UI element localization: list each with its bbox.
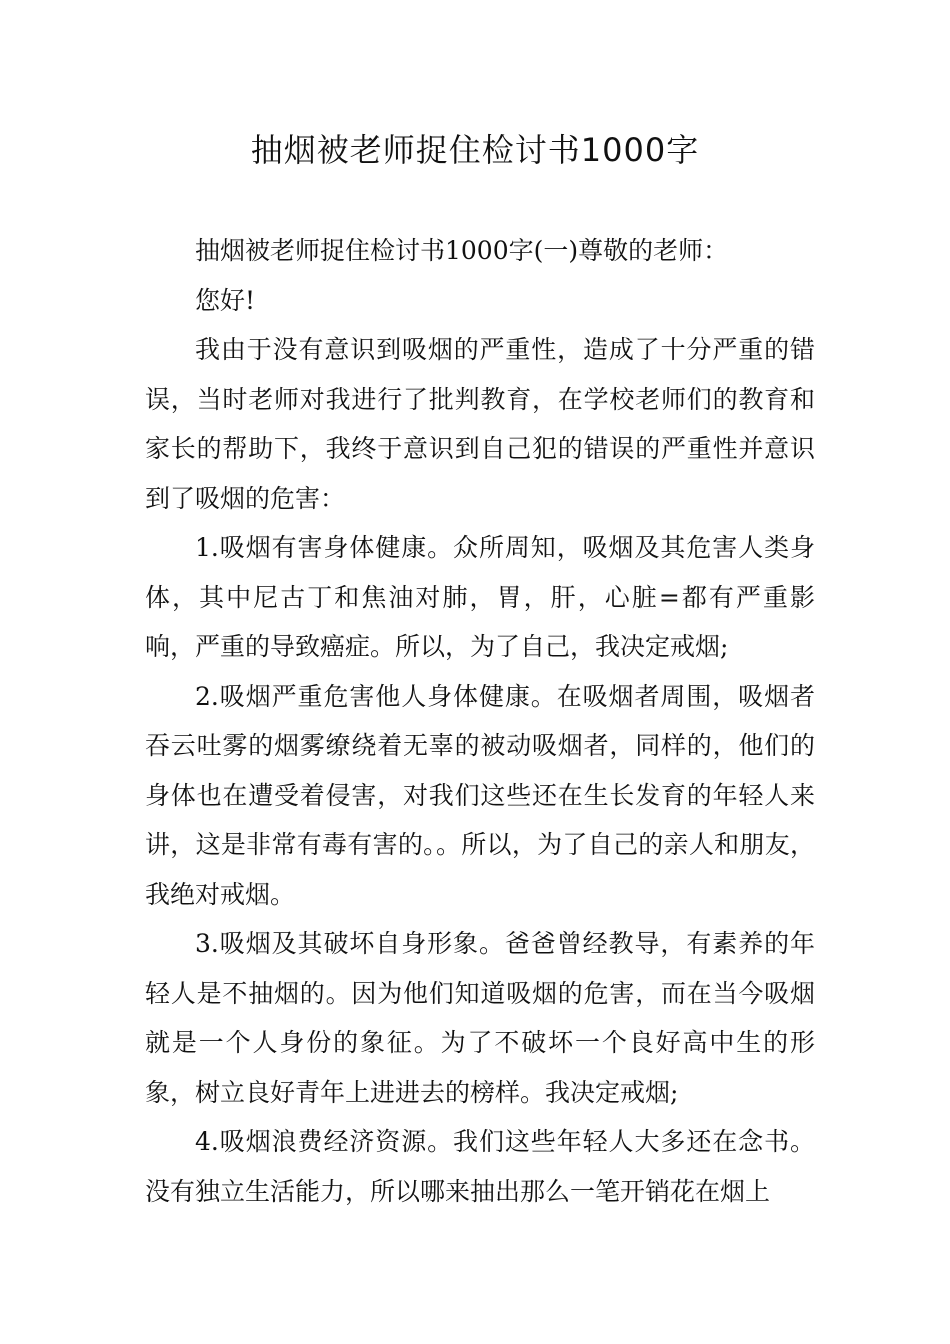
document-body — [145, 226, 815, 1216]
paragraph-intro: 我由于没有意识到吸烟的严重性，造成了十分严重的错误，当时老师对我进行了批判教育，在学校老师们的教育和家长的帮助下，我终于意识到自己犯的错误的严重性并意识到了吸烟的危害： — [145, 335, 815, 513]
document-title: 抽烟被老师捉住检讨书1000字 — [250, 131, 700, 169]
paragraph-greeting-heading: 抽烟被老师捉住检讨书1000字(一)尊敬的老师： — [195, 236, 729, 265]
paragraph-point-1: 1.吸烟有害身体健康。众所周知，吸烟及其危害人类身体，其中尼古丁和焦油对肺，胃，肝，心脏=都有严重影响，严重的导致癌症。所以，为了自己，我决定戒烟; — [145, 533, 815, 661]
paragraph-point-4: 4.吸烟浪费经济资源。我们这些年轻人大多还在念书。没有独立生活能力，所以哪来抽出那么一笔开销花在烟上 — [145, 1127, 815, 1206]
paragraph-salutation: 您好! — [195, 285, 256, 315]
paragraph-point-2: 2.吸烟严重危害他人身体健康。在吸烟者周围，吸烟者吞云吐雾的烟雾缭绕着无辜的被动吸烟者，同样的，他们的身体也在遭受着侵害，对我们这些还在生长发育的年轻人来讲，这是非常有毒有害的。。所以，为了自己的亲人和朋友，我绝对戒烟。 — [145, 681, 815, 909]
paragraph-point-3: 3.吸烟及其破坏自身形象。爸爸曾经教导，有素养的年轻人是不抽烟的。因为他们知道吸烟的危害，而在当今吸烟就是一个人身份的象征。为了不破坏一个良好高中生的形象，树立良好青年上进进去的榜样。我决定戒烟; — [145, 929, 815, 1107]
